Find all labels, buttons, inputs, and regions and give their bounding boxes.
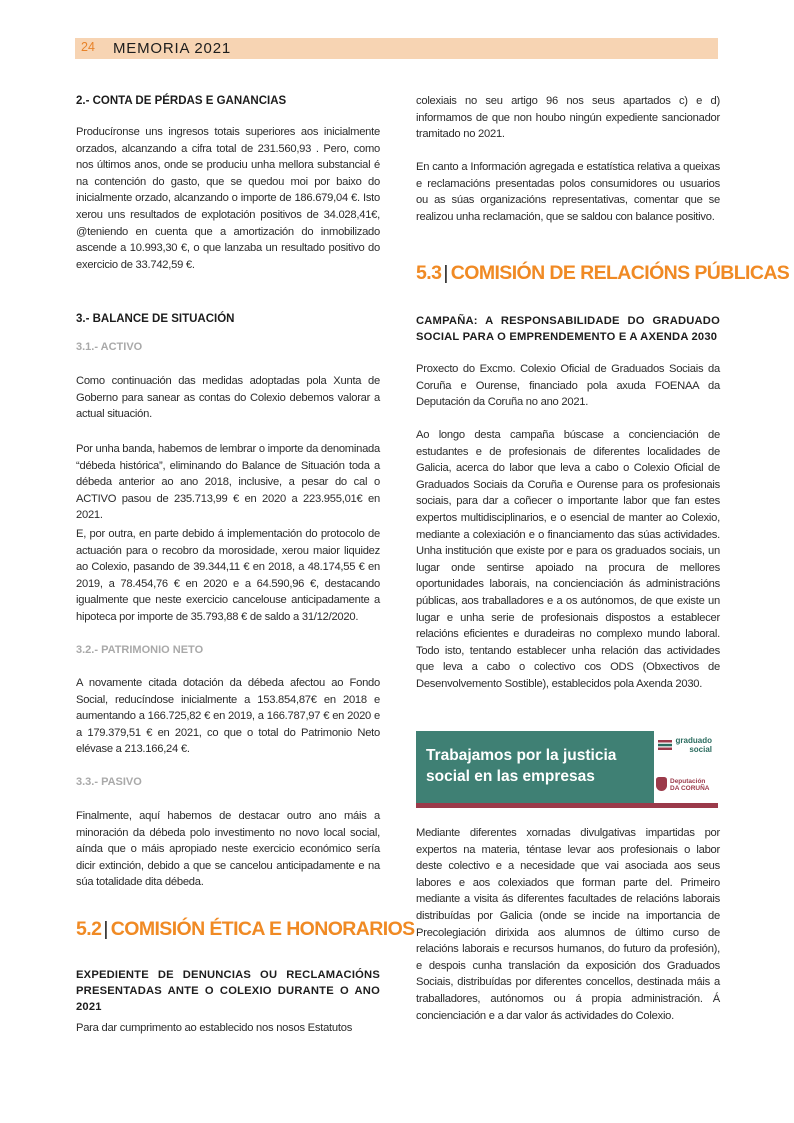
continuation-paragraph-1: colexiais no seu artigo 96 nos seus apartados c) e d) informamos de que non houbo ningún expediente sancionador tramitado no 2021. xyxy=(416,95,720,141)
section-5-3-paragraph-1: Proxecto do Excmo. Colexio Oficial de Graduados Sociais da Coruña e Ourense, financiado pola axuda FOENAA da Deputación da Coruña no ano 2021. xyxy=(416,363,720,409)
section-2-heading: 2.- CONTA DE PÉRDAS E GANANCIAS xyxy=(76,95,287,107)
campaign-banner-image xyxy=(416,731,718,808)
section-5-3-paragraph-3: Mediante diferentes xornadas divulgativas impartidas por expertos na materia, téntase levar aos profesionais o labor deste colectivo e a necesidade que vai asociada aos seus labores e aos colexiados que forman parte del. Primeiro mediante a visita ás diferentes facultades de relacións laborais distribuídas por Galicia (onde se incide na importancia de Precolegiación dirixida aos alumnos de último curso de relacións laborais e recursos humanos, do futuro da profesión), e despois cunha translación da exposición dos Graduados Sociais, distribuídas por diferentes concellos, destinada máis a traballadores, autónomos ou á propia administración. Á concienciación e a dar valor ás actividades do Colexio. xyxy=(416,827,720,1022)
crest-icon xyxy=(656,777,667,791)
banner-slogan: Trabajamos por la justicia social en las empresas xyxy=(426,747,617,785)
section-2-paragraph: Producíronse uns ingresos totais superiores aos inicialmente orzados, alcanzando a cifra total de 231.560,93 . Pero, como nos últimos anos, onde se produciu unha mellora substancial é na contención do gasto, que se quedou moi por baixo do inicialmente orzado, alcanzando o importe de 186.679,04 €. Isto xerou uns resultados de explotación positivos de 34.028,41€, @teniendo en cuenta que a amortización do inmobilizado ascende a 10.993,30 €, o que lanzaba un resultado positivo do exercicio de 33.742,59 €. xyxy=(76,126,380,271)
section-5-3-title: 5.3 | COMISIÓN DE RELACIÓNS PÚBLICAS xyxy=(416,262,790,284)
section-title-text: COMISIÓN ÉTICA E HONORARIOS xyxy=(110,918,415,940)
logo-text: graduado social xyxy=(675,736,712,754)
section-3-2-paragraph: A novamente citada dotación da débeda afectou ao Fondo Social, reducíndose inicialmente a 153.854,87€ en 2018 e aumentando a 166.725,82 € en 2019, a 166.787,97 € en 2020 e a 179.379,51 € en 2021, co que o total do Patrimonio Neto elévase a 213.166,24 €. xyxy=(76,677,380,756)
deputacion-logo xyxy=(656,775,714,797)
document-title: MEMORIA 2021 xyxy=(113,40,231,57)
section-3-1-paragraph-2: Por unha banda, habemos de lembrar o importe da denominada “débeda histórica”, eliminando do Balance de Situación toda a débeda anterior ao ano 2018, inclusive, a pesar do cal o ACTIVO pasou de 235.713,99 € en 2020 a 223.955,01€ en 2021. xyxy=(76,443,380,522)
section-3-1-paragraph-3: E, por outra, en parte debido á implementación do protocolo de actuación para o recobro da morosidade, xerou maior liquidez ao Colexio, pasando de 39.344,11 € en 2018, a 48.174,55 € en 2019, a 78.454,76 € en 2020 e a 64.590,96 €, destacando igualmente que neste exercicio cancelouse anticipadamente a hipoteca por importe de 35.793,88 € de saldo a 31/12/2020. xyxy=(76,528,380,623)
graduado-social-logo xyxy=(658,737,712,755)
page-header xyxy=(75,38,718,59)
section-3-2-heading: 3.2.- PATRIMONIO NETO xyxy=(76,644,204,656)
continuation-paragraph-2: En canto a Información agregada e estatística relativa a queixas e reclamacións presentadas polos consumidores ou usuarios ou as súas organizacións representativas, comentar que se realizou unha reclamación, que se saldou con balance positivo. xyxy=(416,161,720,223)
page-number: 24 xyxy=(81,40,95,54)
section-5-3-subtitle: CAMPAÑA: A RESPONSABILIDADE DO GRADUADO SOCIAL PARA O EMPRENDEMENTO E A AXENDA 2030 xyxy=(416,315,720,343)
section-5-2-subtitle: EXPEDIENTE DE DENUNCIAS OU RECLAMACIÓNS PRESENTADAS ANTE O COLEXIO DURANTE O ANO 2021 xyxy=(76,969,380,1013)
section-5-2-title: 5.2 | COMISIÓN ÉTICA E HONORARIOS xyxy=(76,918,415,940)
section-title-text: COMISIÓN DE RELACIÓNS PÚBLICAS xyxy=(450,262,790,284)
section-3-heading: 3.- BALANCE DE SITUACIÓN xyxy=(76,313,235,325)
section-3-1-heading: 3.1.- ACTIVO xyxy=(76,341,143,353)
section-3-3-heading: 3.3.- PASIVO xyxy=(76,776,142,788)
section-3-3-paragraph: Finalmente, aquí habemos de destacar outro ano máis a minoración da débeda polo investimento no novo local social, aínda que o máis apropiado neste exercicio económico sería dicir extinción, debido a que se cancelou anticipadamente e na súa totalidade dita débeda. xyxy=(76,810,380,889)
section-5-2-paragraph: Para dar cumprimento ao establecido nos nosos Estatutos xyxy=(76,1022,353,1034)
logo-text: Deputación DA CORUÑA xyxy=(670,778,710,792)
section-number: 5.3 xyxy=(416,262,442,284)
stripes-icon xyxy=(658,740,672,750)
section-3-1-paragraph-1: Como continuación das medidas adoptadas pola Xunta de Goberno para sanear as contas do Colexio debemos valorar a actual situación. xyxy=(76,375,380,421)
section-number: 5.2 xyxy=(76,918,102,940)
section-5-3-paragraph-2: Ao longo desta campaña búscase a concienciación de estudantes e de profesionais de diferentes localidades de Galicia, acerca do labor que leva a cabo o Colexio Oficial de Graduados Sociais da Coruña e Ourense para os profesionais sociais, para dar a coñecer o importante labor que fan estes expertos multidisciplinarios, e o esencial de manter ao Colexio, mediante a colexiación e o financiamento das súas actividades. Unha institución que existe por e para os graduados sociais, un lugar onde sentirse apoiado na procura de mellores oportunidades laborais, na concienciación ás administracións públicas, aos traballadores e a os autónomos, de que existe un lugar e unha serie de profesionais dispostos a establecer relacións eficientes e duradeiras no complexo mundo laboral. Todo isto, tentando establecer unha relación das actividades que leva a cabo o colectivo cos ODS (Obxectivos de Desenvolvemento Sostible), establecidos pola Axenda 2030. xyxy=(416,429,720,690)
banner-accent-line xyxy=(416,803,718,808)
